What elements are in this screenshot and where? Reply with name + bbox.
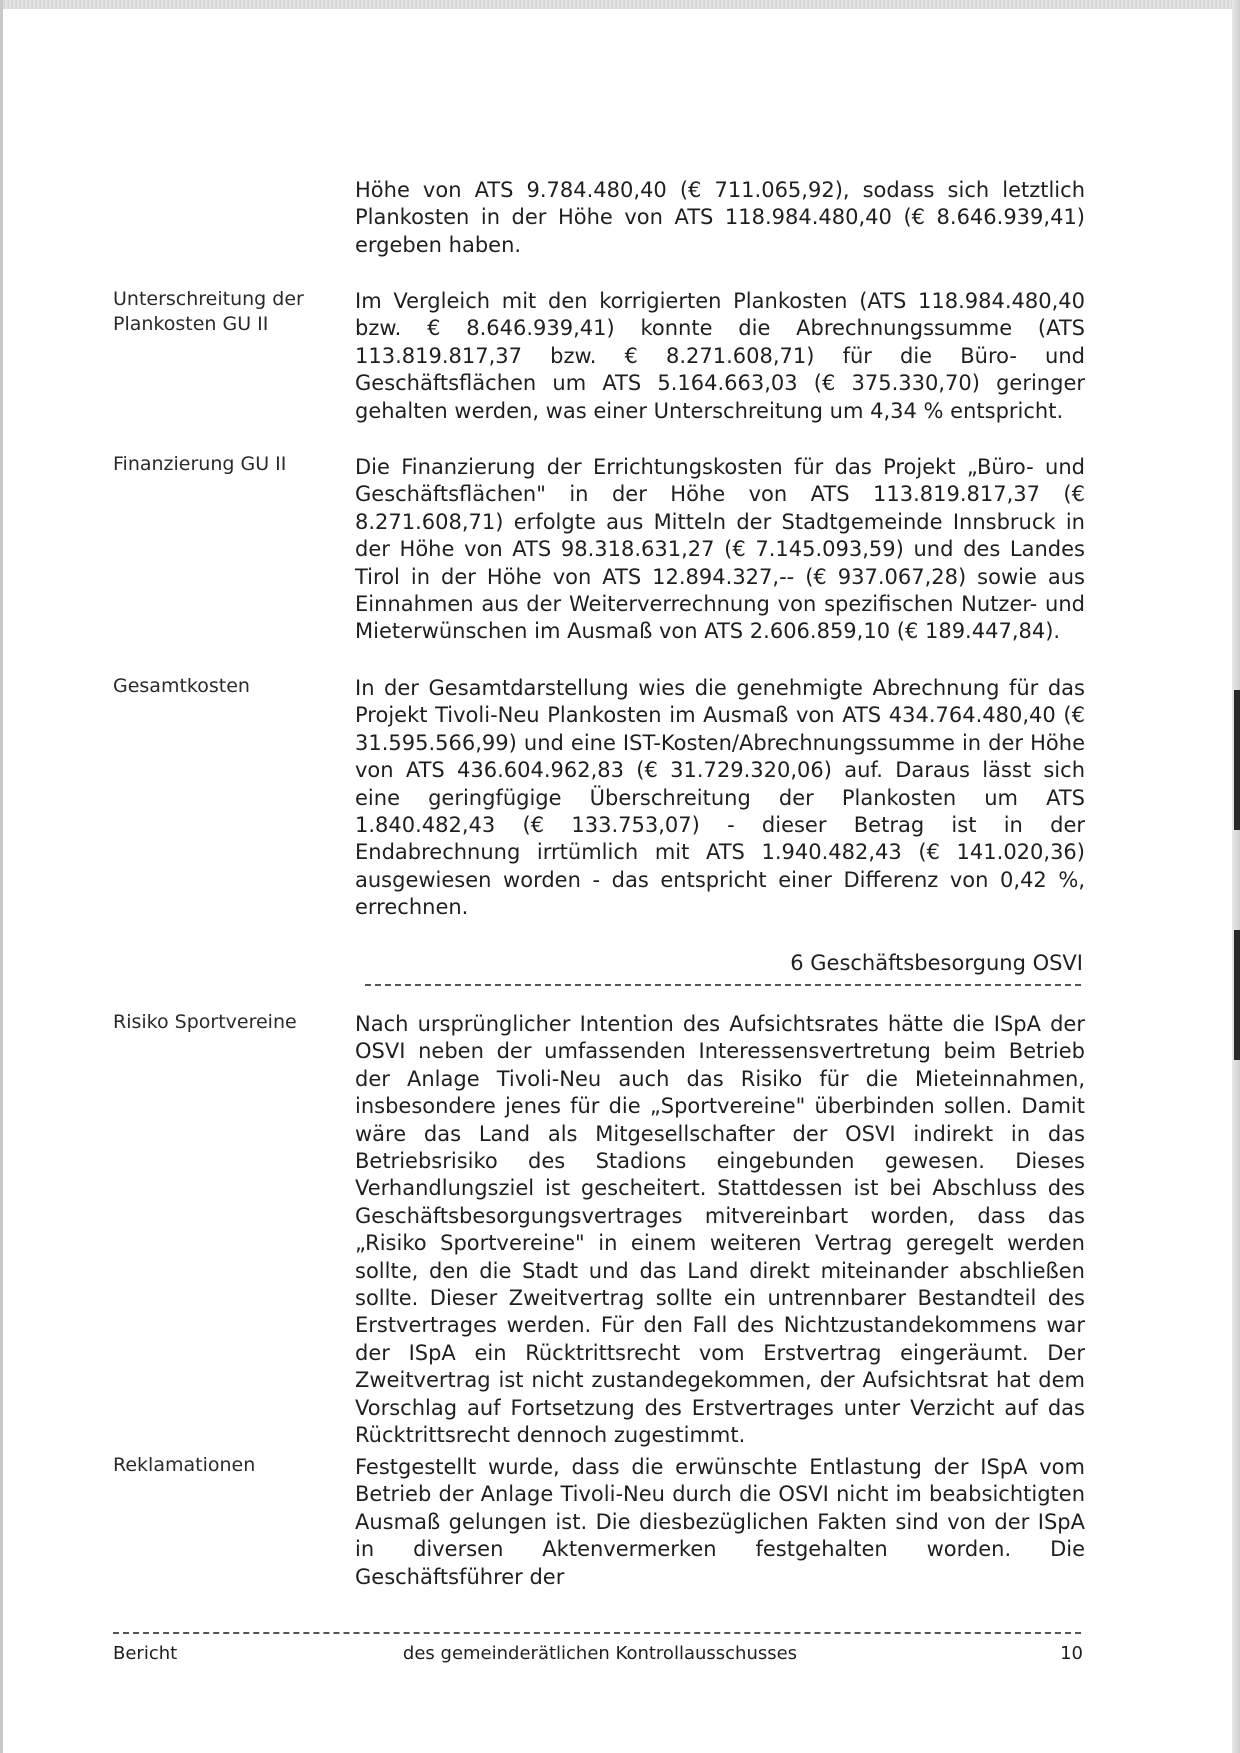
paragraph-risiko: Nach ursprünglicher Intention des Aufsichtsrates hätte die ISpA der OSVI neben der umfassenden Interessensvertretung beim Betrieb der Anlage Tivoli-Neu auch das Risiko für die Mieteinnahmen, insbesondere jenes für die „Sportvereine" überbinden sollen. Damit wäre das Land als Mitgesellschafter der OSVI indirekt in das Betriebsrisiko des Stadions eingebunden gewesen. Dieses Verhandlungsziel ist gescheitert. Stattdessen ist bei Abschluss des Geschäftsbesorgungsvertrages mitvereinbart worden, dass das „Risiko Sportvereine" in einem weiteren Vertrag geregelt werden sollte, den die Stadt und das Land direkt miteinander abschließen sollte. Dieser Zweitvertrag sollte ein untrennbarer Bestandteil des Erstvertrages werden. Für den Fall des Nichtzustandekommens war der ISpA ein Rücktrittsrecht vom Erstvertrag eingeräumt. Der Zweitvertrag ist nicht zustandegekommen, der Aufsichtsrat hat dem Vorschlag auf Fortsetzung des Erstvertrages unter Verzicht auf das Rücktrittsrecht dennoch zugestimmt. <box>355 1012 1085 1448</box>
continuation-paragraph: Höhe von ATS 9.784.480,40 (€ 711.065,92), sodass sich letztlich Plankosten in der Höhe von ATS 118.984.480,40 (€ 8.646.939,41) ergeben haben. <box>355 178 1085 257</box>
paragraph-reklamationen: Festgestellt wurde, dass die erwünschte Entlastung der ISpA vom Betrieb der Anlage Tivoli-Neu durch die OSVI nicht im beabsichtigten Ausmaß gelungen ist. Die diesbezüglichen Fakten sind von der ISpA in diversen Aktenvermerken festgehalten worden. Die Geschäftsführer der <box>355 1455 1085 1589</box>
margin-label-finanzierung: Finanzierung GU II <box>113 453 287 475</box>
section-heading: 6 Geschäftsbesorgung OSVI <box>790 951 1083 975</box>
scan-edge-mark <box>1234 930 1240 1060</box>
footer-committee-label: des gemeinderätlichen Kontrollausschusses <box>402 1643 798 1664</box>
page-number: 10 <box>1060 1643 1083 1664</box>
scan-edge-mark <box>1234 690 1240 830</box>
scan-right-edge <box>1232 0 1240 1753</box>
footer-divider <box>113 1632 1081 1634</box>
section-divider <box>365 984 1081 986</box>
paragraph-gesamtkosten: In der Gesamtdarstellung wies die genehmigte Abrechnung für das Projekt Tivoli-Neu Plankosten im Ausmaß von ATS 434.764.480,40 (€ 31.595.566,99) und eine IST-Kosten/Abrechnungssumme in der Höhe von ATS 436.604.962,83 (€ 31.729.320,06) auf. Daraus lässt sich eine geringfügige Überschreitung der Plankosten um ATS 1.840.482,43 (€ 133.753,07) - dieser Betrag ist in der Endabrechnung irrtümlich mit ATS 1.940.482,43 (€ 141.020,36) ausgewiesen worden - das entspricht einer Differenz von 0,42 %, errechnen. <box>355 676 1085 920</box>
margin-label-gesamtkosten: Gesamtkosten <box>113 675 250 697</box>
scan-left-edge <box>0 0 3 1753</box>
footer-report-label: Bericht <box>113 1643 178 1664</box>
margin-label-reklamationen: Reklamationen <box>113 1454 256 1476</box>
margin-label-risiko: Risiko Sportvereine <box>113 1011 297 1033</box>
paragraph-finanzierung: Die Finanzierung der Errichtungskosten für das Projekt „Büro- und Geschäftsflächen" in der Höhe von ATS 113.819.817,37 (€ 8.271.608,71) erfolgte aus Mitteln der Stadtgemeinde Innsbruck in der Höhe von ATS 98.318.631,27 (€ 7.145.093,59) und des Landes Tirol in der Höhe von ATS 12.894.327,-- (€ 937.067,28) sowie aus Einnahmen aus der Weiterverrechnung von spezifischen Nutzer- und Mieterwünschen im Ausmaß von ATS 2.606.859,10 (€ 189.447,84). <box>355 455 1085 644</box>
paragraph-unterschreitung: Im Vergleich mit den korrigierten Plankosten (ATS 118.984.480,40 bzw. € 8.646.939,41) konnte die Abrechnungssumme (ATS 113.819.817,37 bzw. € 8.271.608,71) für die Büro- und Geschäftsflächen um ATS 5.164.663,03 (€ 375.330,70) geringer gehalten werden, was einer Unterschreitung um 4,34 % entspricht. <box>355 289 1085 423</box>
margin-label-unterschreitung: Unterschreitung der Plankosten GU II <box>113 288 304 335</box>
scan-top-edge <box>0 0 1240 9</box>
